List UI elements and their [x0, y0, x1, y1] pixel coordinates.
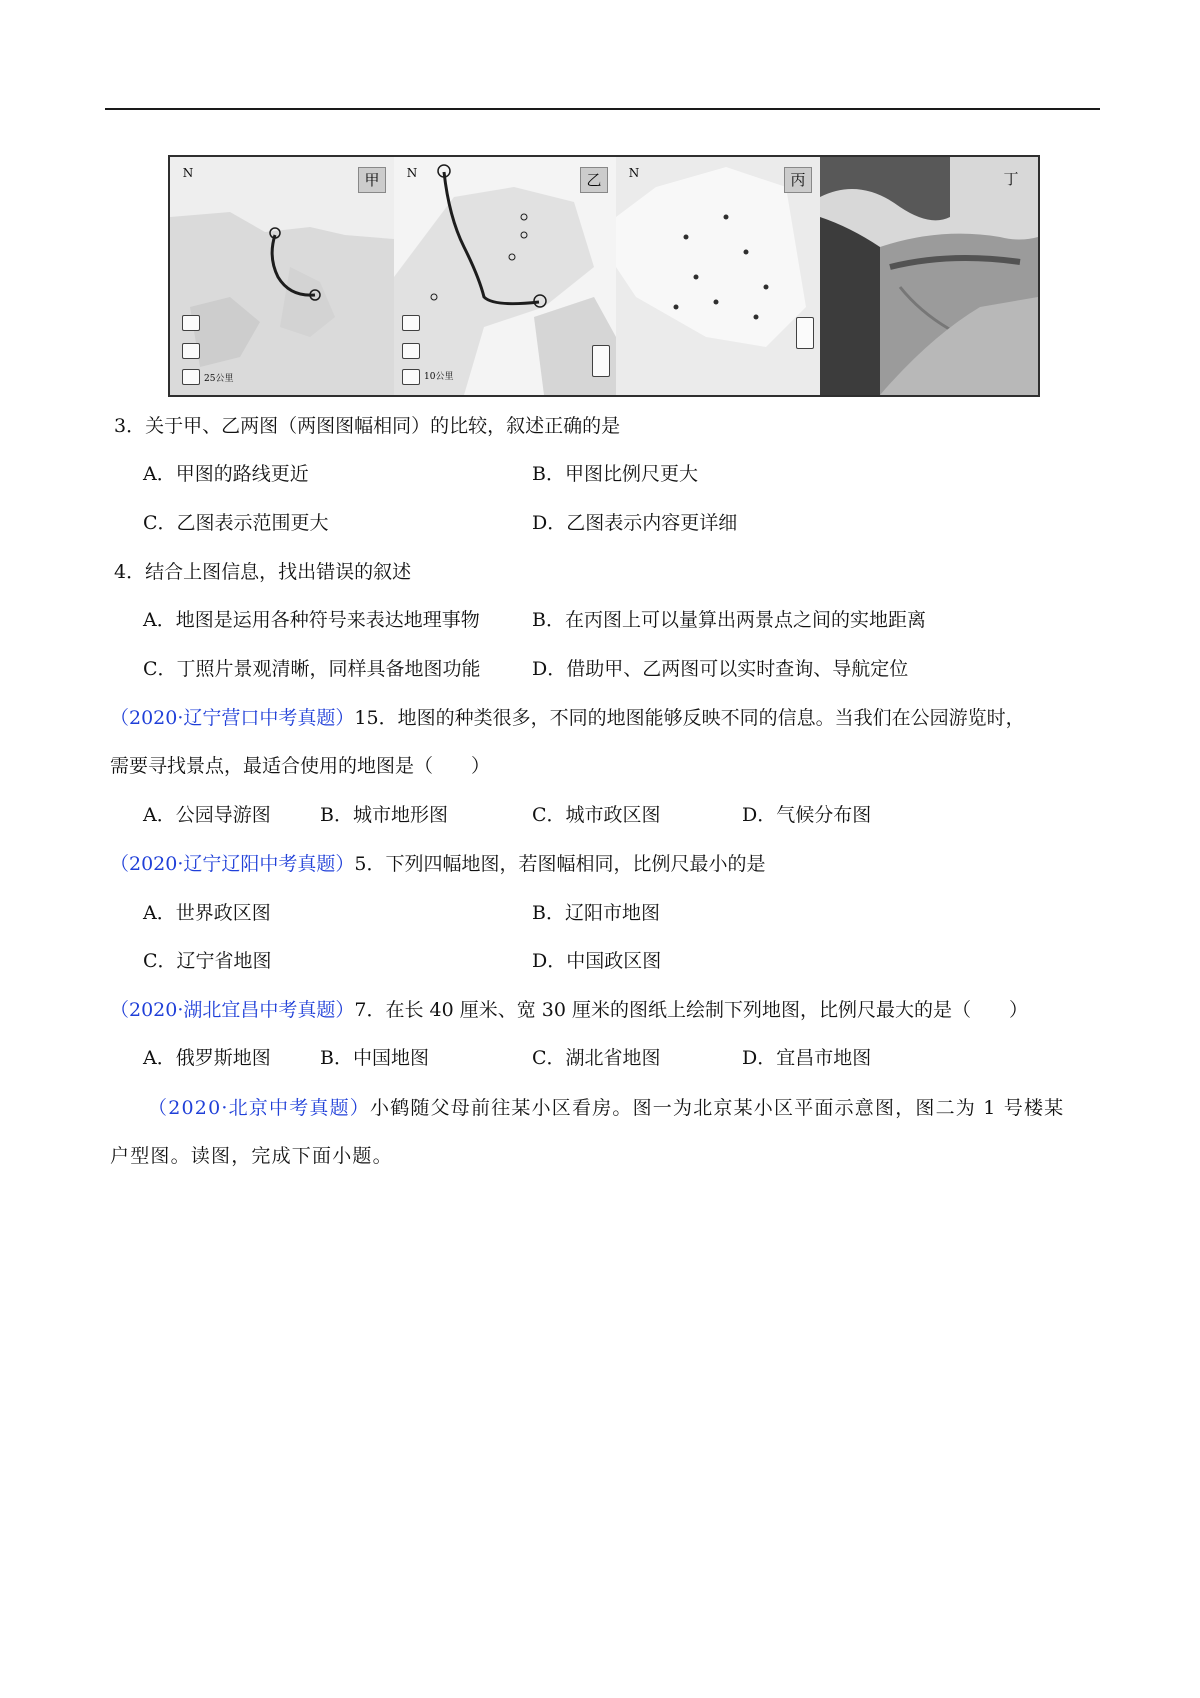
q7-option-b: B．中国地图 — [320, 1047, 429, 1069]
panel-label-jia: 甲 — [358, 167, 386, 193]
q3-stem: 3．关于甲、乙两图（两图图幅相同）的比较，叙述正确的是 — [114, 415, 621, 437]
q7-option-c: C．湖北省地图 — [532, 1047, 661, 1069]
q15-option-c: C．城市政区图 — [532, 804, 661, 826]
q15-source: （2020·辽宁营口中考真题） — [110, 707, 355, 729]
bike-icon — [182, 343, 200, 359]
q7-option-d: D．宜昌市地图 — [742, 1047, 872, 1069]
q15-stem-line2: 需要寻找景点，最适合使用的地图是（ ） — [110, 755, 491, 777]
header-rule — [105, 108, 1100, 110]
q15-option-d: D．气候分布图 — [742, 804, 872, 826]
q3-option-b: B．甲图比例尺更大 — [532, 463, 698, 485]
locate-icon — [402, 369, 420, 385]
scale-bar: 25公里 — [204, 374, 234, 384]
beijing-text-line2: 户型图。读图，完成下面小题。 — [110, 1145, 393, 1167]
q3-option-d: D．乙图表示内容更详细 — [532, 512, 738, 534]
north-arrow-icon: N — [182, 166, 194, 180]
landscape-photo — [820, 157, 1038, 395]
map-panel-jia — [170, 157, 395, 395]
q5-option-d: D．中国政区图 — [532, 950, 662, 972]
q4-option-c: C．丁照片景观清晰，同样具备地图功能 — [143, 658, 481, 680]
layer-icon — [182, 315, 200, 331]
locate-icon — [182, 369, 200, 385]
north-arrow-icon: N — [406, 166, 418, 180]
zoom-control-icon — [592, 345, 610, 377]
q7-line — [110, 997, 1028, 1023]
q4-option-a: A．地图是运用各种符号来表达地理事物 — [143, 609, 480, 631]
q5-option-c: C．辽宁省地图 — [143, 950, 272, 972]
q5-source: （2020·辽宁辽阳中考真题） — [110, 853, 355, 875]
q3-option-a: A．甲图的路线更近 — [143, 463, 309, 485]
beijing-source: （2020·北京中考真题） — [148, 1097, 370, 1119]
panel-label-bing: 丙 — [784, 167, 812, 193]
q7-source: （2020·湖北宜昌中考真题） — [110, 999, 355, 1021]
panel-label-yi: 乙 — [580, 167, 608, 193]
q7-stem: 7．在长 40 厘米、宽 30 厘米的图纸上绘制下列地图，比例尺最大的是（ ） — [354, 999, 1029, 1021]
q15-option-a: A．公园导游图 — [143, 804, 271, 826]
beijing-text-line1: 小鹤随父母前往某小区看房。图一为北京某小区平面示意图，图二为 1 号楼某 — [370, 1097, 1065, 1119]
q7-option-a: A．俄罗斯地图 — [143, 1047, 271, 1069]
map-panel-yi — [394, 157, 617, 395]
q15-option-b: B．城市地形图 — [320, 804, 448, 826]
map-figure — [168, 155, 1040, 397]
q5-option-b: B．辽阳市地图 — [532, 902, 660, 924]
layer-icon — [402, 315, 420, 331]
q4-option-b: B．在丙图上可以量算出两景点之间的实地距离 — [532, 609, 926, 631]
zoom-control-icon — [796, 317, 814, 349]
q5-line — [110, 851, 766, 877]
photo-panel-ding — [820, 157, 1038, 395]
q15-line1 — [110, 705, 1025, 731]
q4-stem: 4．结合上图信息，找出错误的叙述 — [114, 561, 412, 583]
scale-bar: 10公里 — [424, 372, 454, 382]
q3-option-c: C．乙图表示范围更大 — [143, 512, 329, 534]
bike-icon — [402, 343, 420, 359]
beijing-line1 — [148, 1095, 1064, 1121]
north-arrow-icon: N — [628, 166, 640, 180]
q5-stem: 5．下列四幅地图，若图幅相同，比例尺最小的是 — [354, 853, 766, 875]
panel-label-ding: 丁 — [1003, 170, 1019, 188]
map-panel-bing — [616, 157, 821, 395]
q15-stem-line1: 15．地图的种类很多，不同的地图能够反映不同的信息。当我们在公园游览时， — [354, 707, 1025, 729]
q5-option-a: A．世界政区图 — [143, 902, 271, 924]
q4-option-d: D．借助甲、乙两图可以实时查询、导航定位 — [532, 658, 909, 680]
